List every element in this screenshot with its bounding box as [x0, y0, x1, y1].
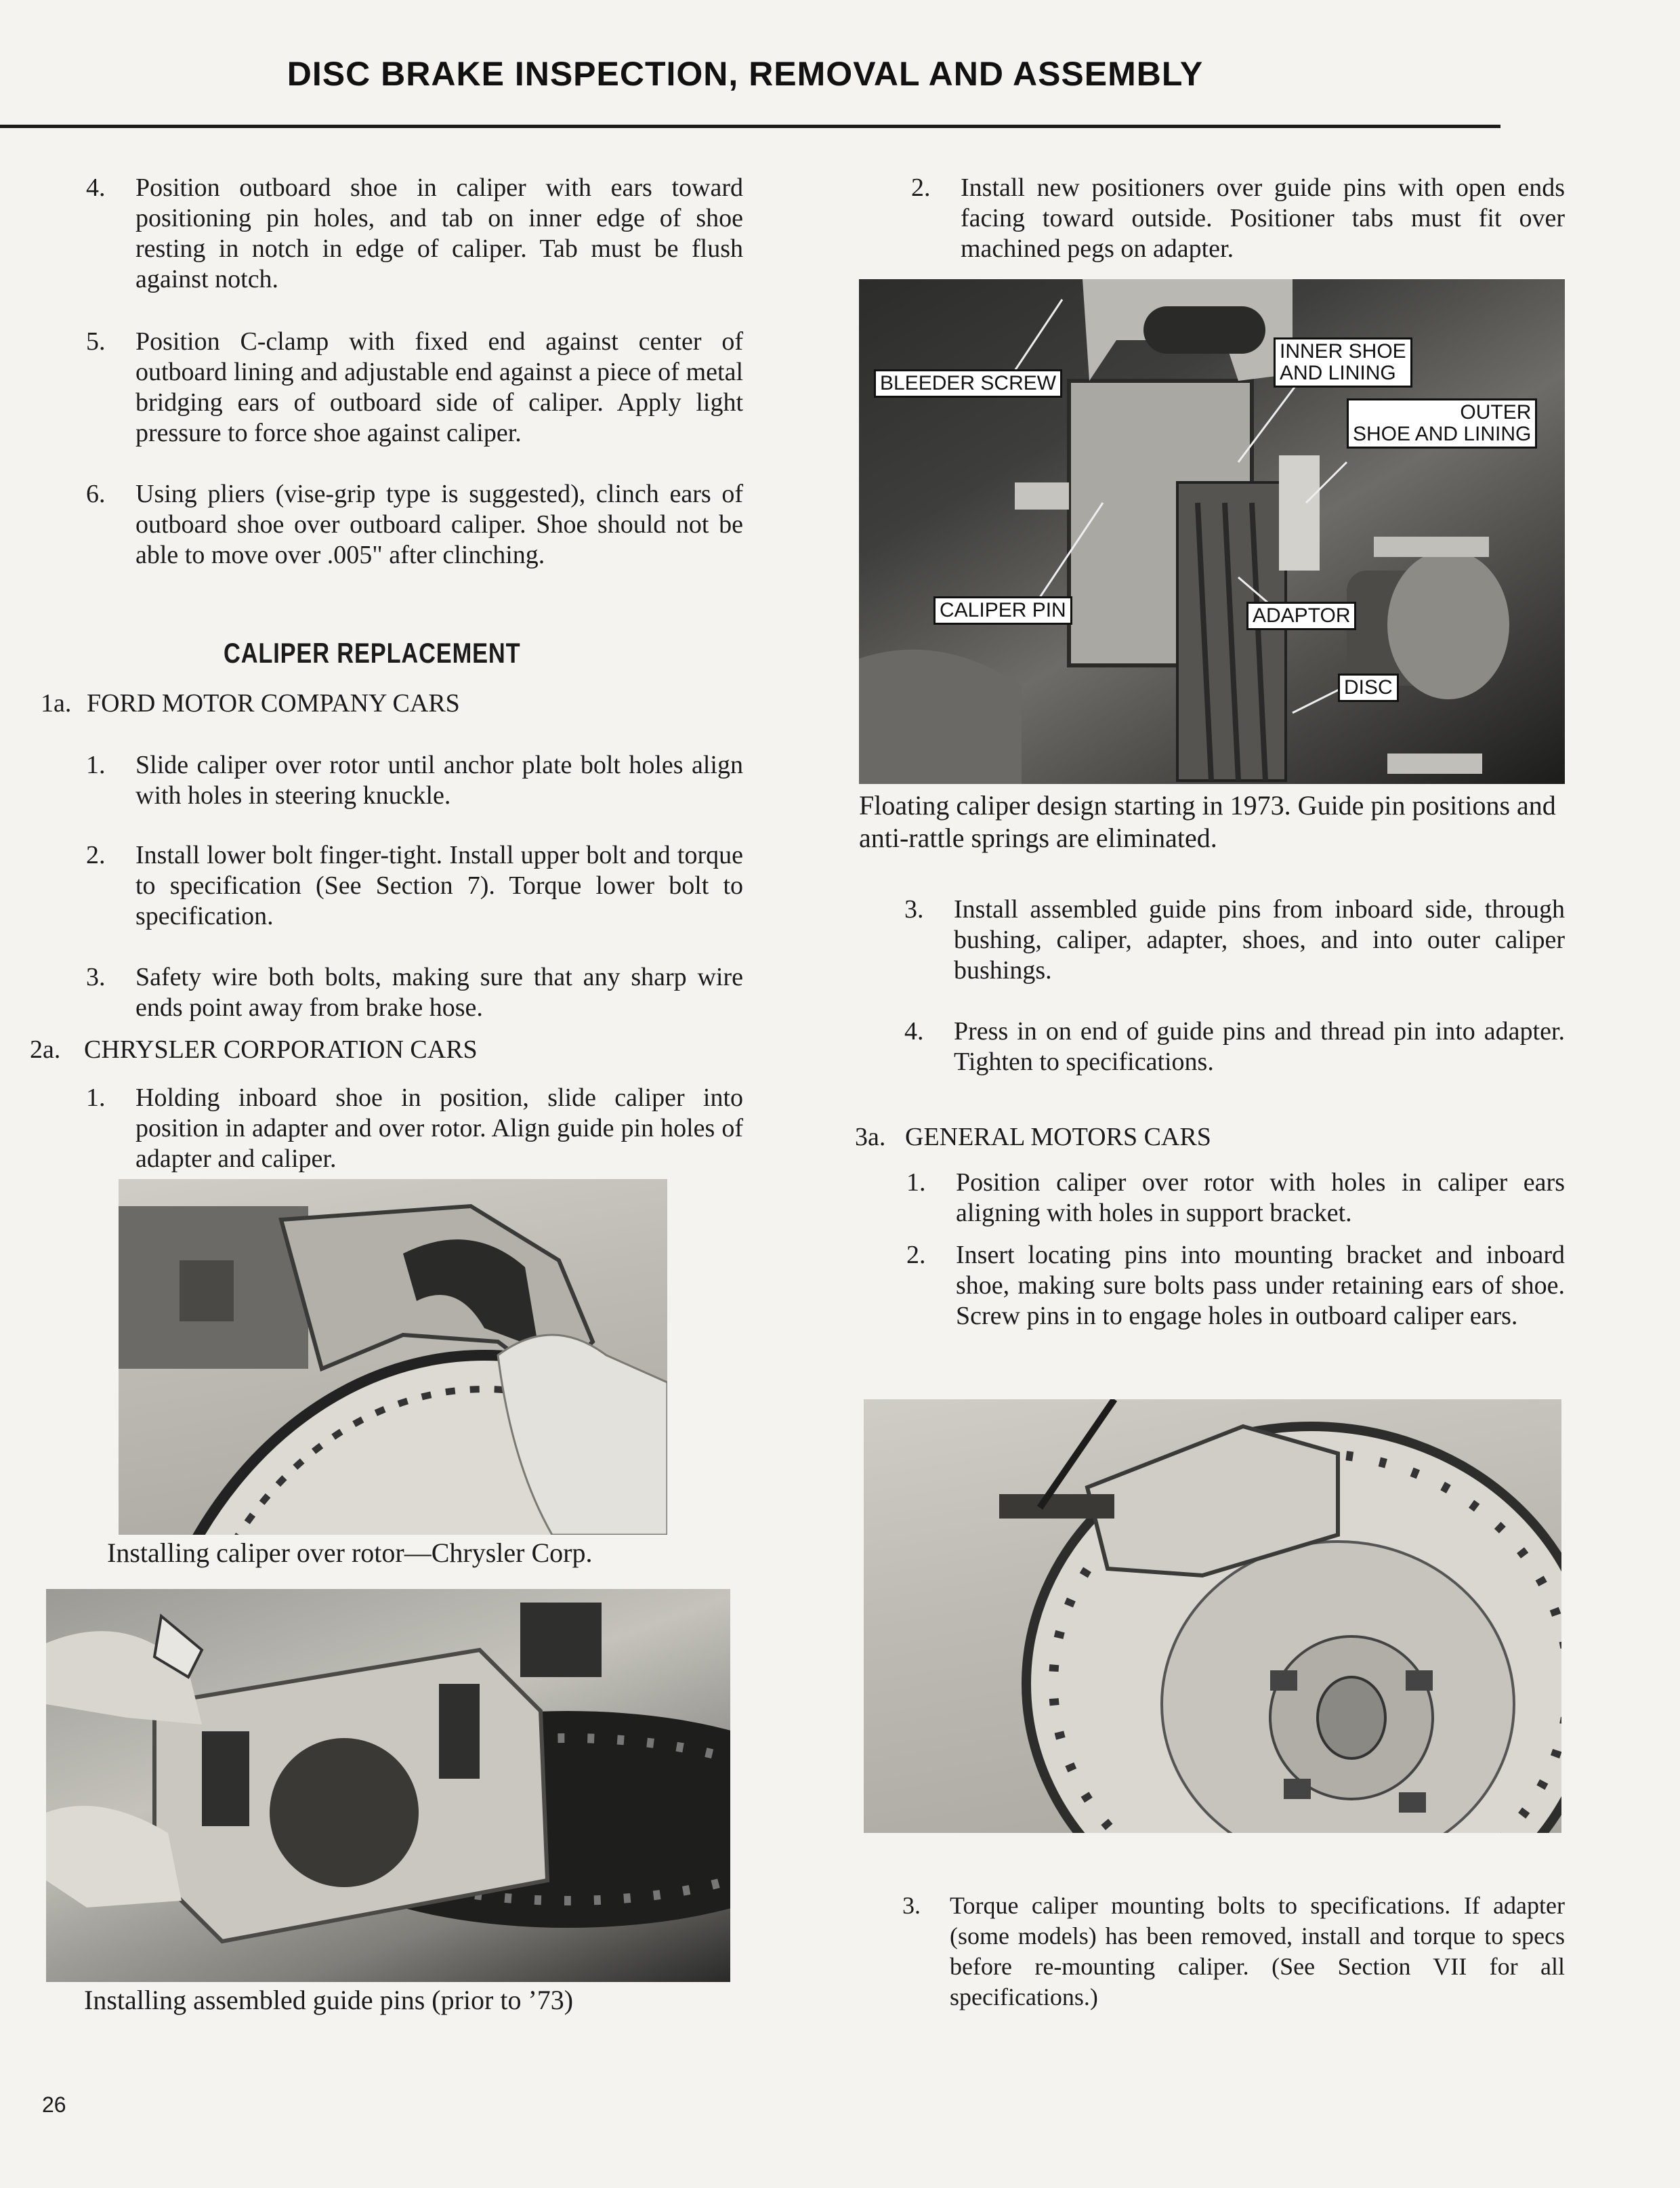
right-step-4-press-guide-pins [904, 1016, 1565, 1081]
label-inner-shoe-line-2: AND LINING [1280, 362, 1396, 384]
gm-label: 3a. [855, 1123, 886, 1151]
label-disc: DISC [1338, 674, 1399, 702]
page-number: 26 [42, 2092, 66, 2117]
label-inner-shoe [1274, 337, 1412, 388]
step-number: 3. [904, 895, 924, 924]
step-text: Press in on end of guide pins and thread pin into adapter. Tighten to specifications. [954, 1017, 1565, 1076]
label-inner-shoe-line-1: INNER SHOE [1280, 340, 1406, 363]
photo-floating-caliper [859, 279, 1565, 784]
step-number: 1. [906, 1168, 926, 1197]
step-text: Using pliers (vise-grip type is suggested), clinch ears of outboard shoe over outboard caliper. Shoe should not be able to move over .005" after clinching. [135, 480, 743, 569]
step-number: 1. [86, 751, 106, 779]
step-number: 3. [902, 1892, 921, 1919]
caliper-rotor-illustration [119, 1179, 667, 1535]
step-text: Safety wire both bolts, making sure that any sharp wire ends point away from brake hose. [135, 963, 743, 1022]
step-number: 2. [86, 841, 106, 869]
ford-step-1 [86, 750, 743, 814]
ford-step-2 [86, 840, 743, 935]
step-4-outboard-shoe [86, 173, 743, 302]
chrysler-step-1 [86, 1083, 743, 1178]
ford-step-3 [86, 962, 743, 1027]
label-bleeder-screw: BLEEDER SCREW [874, 369, 1062, 398]
floating-caliper-illustration [859, 279, 1565, 784]
caliper-replacement-heading: CALIPER REPLACEMENT [224, 637, 521, 669]
caption-floating-caliper: Floating caliper design starting in 1973. Guide pin positions and anti-rattle springs are eliminated. [859, 790, 1556, 853]
chrysler-title: CHRYSLER CORPORATION CARS [84, 1035, 478, 1064]
label-adaptor: ADAPTOR [1246, 602, 1356, 630]
step-number: 2. [911, 173, 931, 202]
step-number: 6. [86, 480, 106, 508]
photo-caliper-over-rotor [119, 1179, 667, 1535]
photo-gm-caliper [864, 1399, 1561, 1833]
guide-pins-illustration [46, 1589, 730, 1982]
step-number: 2. [906, 1241, 926, 1269]
page-title: DISC BRAKE INSPECTION, REMOVAL AND ASSEMBLY [287, 55, 1204, 93]
photo-guide-pins [46, 1589, 730, 1982]
step-number: 5. [86, 327, 106, 356]
step-text: Slide caliper over rotor until anchor plate bolt holes align with holes in steering knuckle. [135, 751, 743, 810]
step-number: 4. [86, 173, 106, 202]
label-outer-shoe-line-1: OUTER [1460, 401, 1532, 424]
step-text: Holding inboard shoe in position, slide caliper into position in adapter and over rotor. Align guide pin holes of adapter and caliper. [135, 1083, 743, 1173]
gm-step-3-torque [902, 1891, 1565, 2012]
step-text: Position outboard shoe in caliper with ears toward positioning pin holes, and tab on inner edge of shoe resting in notch in edge of caliper. Tab must be flush against notch. [135, 173, 743, 293]
caption-chrysler-photo: Installing caliper over rotor—Chrysler Corp. [107, 1537, 593, 1568]
step-number: 3. [86, 963, 106, 991]
step-number: 4. [904, 1017, 924, 1046]
step-6-clinch-ears [86, 479, 743, 608]
gm-step-2 [906, 1240, 1565, 1365]
ford-label: 1a. [41, 689, 72, 718]
step-text: Install new positioners over guide pins with open ends facing toward outside. Positioner tabs must fit over machined pegs on adapter. [961, 173, 1565, 263]
right-step-3-install-guide-pins [904, 894, 1565, 989]
chrysler-label: 2a. [30, 1035, 61, 1064]
ford-title: FORD MOTOR COMPANY CARS [87, 689, 460, 718]
step-number: 1. [86, 1083, 106, 1112]
gm-step-1 [906, 1168, 1565, 1232]
right-step-2-positioners [911, 173, 1565, 268]
step-text: Torque caliper mounting bolts to specifications. If adapter (some models) has been removed, install and torque to specs before re-mounting caliper. (See Section VII for all specifications.) [950, 1892, 1565, 2010]
step-text: Install assembled guide pins from inboard side, through bushing, caliper, adapter, shoes, and into outer caliper bushings. [954, 895, 1565, 985]
header-divider [0, 125, 1500, 128]
step-text: Position C-clamp with fixed end against center of outboard lining and adjustable end against a piece of metal bridging ears of outboard side of caliper. Apply light pressure to force shoe against caliper. [135, 327, 743, 447]
step-5-c-clamp [86, 327, 743, 455]
label-outer-shoe [1347, 398, 1537, 449]
step-text: Install lower bolt finger-tight. Install upper bolt and torque to specification (See Section 7). Torque lower bolt to specification. [135, 841, 743, 930]
gm-caliper-illustration [864, 1399, 1561, 1833]
gm-title: GENERAL MOTORS CARS [905, 1123, 1211, 1151]
step-text: Position caliper over rotor with holes in caliper ears aligning with holes in support bracket. [956, 1168, 1565, 1227]
label-outer-shoe-line-2: SHOE AND LINING [1353, 423, 1532, 445]
caption-guide-pins-photo: Installing assembled guide pins (prior to ’73) [84, 1985, 574, 2015]
step-text: Insert locating pins into mounting bracket and inboard shoe, making sure bolts pass under retaining ears of shoe. Screw pins in to engage holes in outboard caliper ears. [956, 1241, 1565, 1330]
label-caliper-pin: CALIPER PIN [933, 596, 1072, 625]
